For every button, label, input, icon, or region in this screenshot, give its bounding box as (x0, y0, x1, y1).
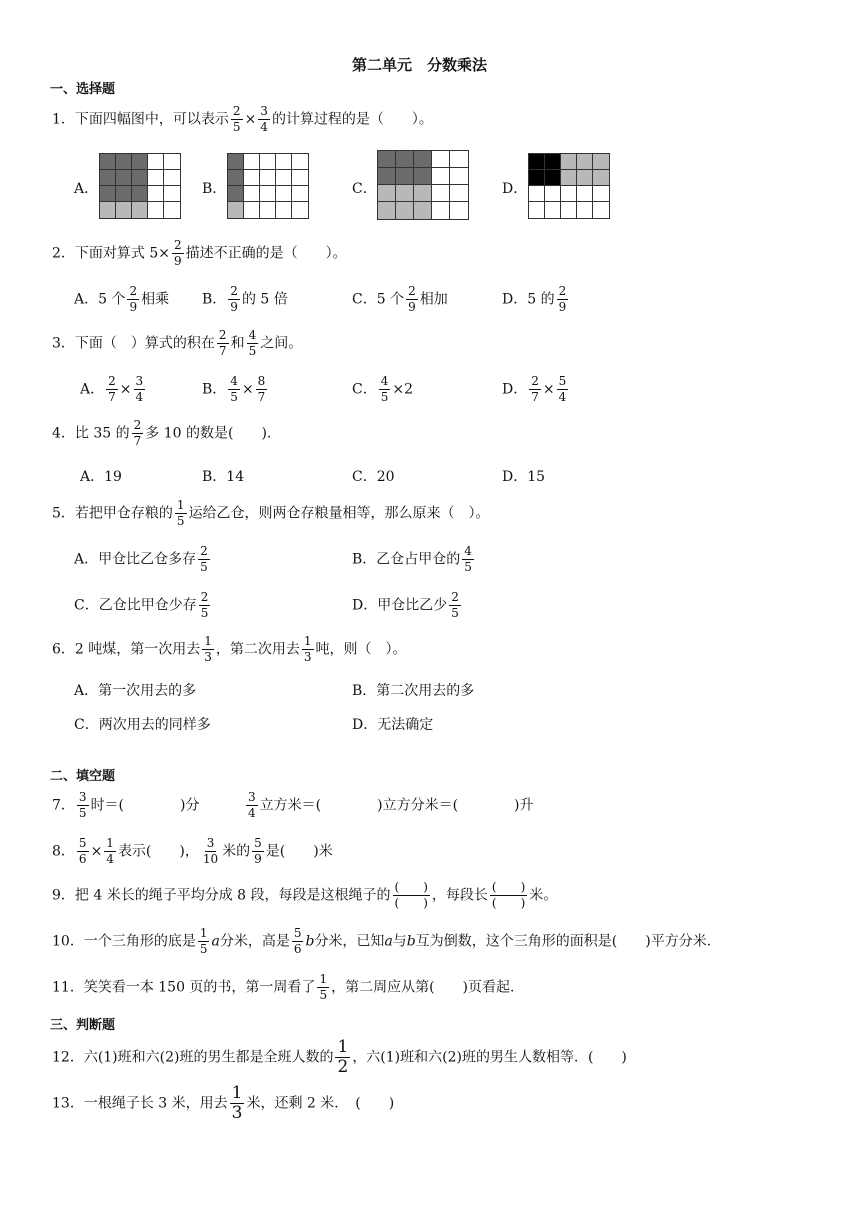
grid-cell (577, 186, 593, 202)
grid-cell (529, 186, 545, 202)
q3-option-a: A． $\frac{2}{7}$ × $\frac{3}{4}$ (80, 374, 144, 404)
q4-option-d: D．15 (502, 469, 546, 485)
q3-option-b: B． $\frac{4}{5}$ × $\frac{8}{7}$ (202, 374, 266, 404)
grid-cell (100, 202, 116, 218)
grid-cell (164, 170, 180, 186)
section-fill-heading: 二、填空题 (50, 769, 116, 784)
fraction: $\frac{3}{4}$ (260, 104, 268, 134)
grid-cell (414, 202, 432, 219)
grid-cell (561, 154, 577, 170)
grid-cell (450, 168, 468, 185)
grid-cell (529, 202, 545, 218)
grid-cell (276, 154, 292, 170)
grid-cell (244, 202, 260, 218)
grid-cell (378, 185, 396, 202)
question-11: 11．笑笑看一本 150 页的书，第一周看了 $\frac{1}{5}$ ，第二周应从第( )页看起. (52, 972, 515, 1002)
grid-cell (396, 168, 414, 185)
grid-cell (378, 151, 396, 168)
grid-cell (545, 154, 561, 170)
grid-cell (244, 170, 260, 186)
q1-option-a-label: A． (74, 181, 99, 197)
grid-cell (244, 186, 260, 202)
question-3: 3．下面（ ）算式的积在 $\frac{2}{7}$ 和 $\frac{4}{5}$ 之间。 (52, 328, 303, 358)
grid-cell (260, 202, 276, 218)
grid-cell (396, 185, 414, 202)
q1-text: 1．下面四幅图中，可以表示 (52, 111, 229, 128)
grid-cell (577, 202, 593, 218)
grid-cell (432, 202, 450, 219)
grid-cell (132, 186, 148, 202)
question-8: 8． $\frac{5}{6}$ × $\frac{1}{4}$ 表示( )， $\frac{3}{10}$ 米的 $\frac{5}{9}$ 是( )米 (52, 836, 333, 866)
grid-cell (414, 185, 432, 202)
grid-cell (228, 154, 244, 170)
grid-cell (132, 202, 148, 218)
q5-option-d: D．甲仓比乙少 $\frac{2}{5}$ (352, 590, 459, 620)
q1-option-c-label: C． (352, 181, 377, 197)
q1-grid-d (528, 153, 610, 219)
grid-cell (378, 202, 396, 219)
grid-cell (450, 202, 468, 219)
grid-cell (276, 202, 292, 218)
q4-option-c: C．20 (352, 469, 395, 485)
page-title: 第二单元 分数乘法 (352, 56, 488, 74)
grid-cell (432, 185, 450, 202)
q1-option-b-label: B． (202, 181, 227, 197)
question-7: 7． $\frac{3}{5}$ 时＝( )分 (52, 790, 200, 820)
question-2: 2．下面对算式 5× $\frac{2}{9}$ 描述不正确的是（ ）。 (52, 238, 347, 268)
grid-cell (228, 202, 244, 218)
grid-cell (228, 170, 244, 186)
question-5: 5．若把甲仓存粮的 $\frac{1}{5}$ 运给乙仓，则两仓存粮量相等，那么原来（ ）。 (52, 498, 490, 528)
q2-option-a: A．5 个 $\frac{2}{9}$ 相乘 (74, 284, 170, 314)
grid-cell (593, 186, 609, 202)
q6-option-d: D．无法确定 (352, 717, 434, 733)
grid-cell (164, 202, 180, 218)
q4-option-b: B．14 (202, 469, 245, 485)
q3-option-c: C． $\frac{4}{5}$ ×2 (352, 374, 413, 404)
grid-cell (116, 186, 132, 202)
q1-grid-b (227, 153, 309, 219)
grid-cell (378, 168, 396, 185)
grid-cell (450, 151, 468, 168)
grid-cell (164, 154, 180, 170)
grid-cell (545, 186, 561, 202)
grid-cell (276, 186, 292, 202)
answer-blank-fraction[interactable]: $\frac{( )}{( )}$ (394, 880, 428, 910)
q3-option-d: D． $\frac{2}{7}$ × $\frac{5}{4}$ (502, 374, 567, 404)
question-10: 10．一个三角形的底是 $\frac{1}{5}$ a分米，高是 $\frac{5}{6}$ b分米，已知a与b互为倒数，这个三角形的面积是( )平方分米. (52, 926, 712, 956)
q1-option-d-label: D． (502, 181, 528, 197)
section-choice-heading: 一、选择题 (50, 82, 116, 97)
grid-cell (292, 186, 308, 202)
grid-cell (148, 154, 164, 170)
grid-cell (396, 151, 414, 168)
question-9: 9．把 4 米长的绳子平均分成 8 段，每段是这根绳子的 $\frac{( )}{( )}$ ，每段长 $\frac{( )}{( )}$ 米。 (52, 880, 558, 910)
grid-cell (529, 154, 545, 170)
q5-option-a: A．甲仓比乙仓多存 $\frac{2}{5}$ (74, 544, 208, 574)
grid-cell (244, 154, 260, 170)
grid-cell (116, 154, 132, 170)
grid-cell (432, 168, 450, 185)
grid-cell (577, 154, 593, 170)
grid-cell (529, 170, 545, 186)
q2-option-d: D．5 的 $\frac{2}{9}$ (502, 284, 567, 314)
grid-cell (593, 170, 609, 186)
q4-option-a: A．19 (80, 469, 122, 485)
grid-cell (276, 170, 292, 186)
q5-option-c: C．乙仓比甲仓少存 $\frac{2}{5}$ (74, 590, 209, 620)
grid-cell (577, 170, 593, 186)
section-judge-heading: 三、判断题 (50, 1018, 116, 1033)
fraction: $\frac{2}{5}$ (232, 104, 241, 134)
grid-cell (132, 170, 148, 186)
question-13: 13．一根绳子长 3 米，用去 $\frac{1}{3}$ 米，还剩 2 米． ( ) (52, 1083, 395, 1123)
fraction: $\frac{2}{9}$ (174, 238, 182, 268)
grid-cell (148, 186, 164, 202)
grid-cell (292, 170, 308, 186)
grid-cell (414, 168, 432, 185)
grid-cell (292, 154, 308, 170)
grid-cell (450, 185, 468, 202)
grid-cell (116, 170, 132, 186)
q1-grid-a (99, 153, 181, 219)
grid-cell (260, 186, 276, 202)
grid-cell (545, 170, 561, 186)
question-7-part-2: $\frac{3}{4}$ 立方米＝( )立方分米＝( )升 (248, 790, 534, 820)
q2-option-c: C．5 个 $\frac{2}{9}$ 相加 (352, 284, 448, 314)
q5-option-b: B．乙仓占甲仓的 $\frac{4}{5}$ (352, 544, 472, 574)
grid-cell (593, 202, 609, 218)
grid-cell (561, 170, 577, 186)
grid-cell (100, 186, 116, 202)
grid-cell (593, 154, 609, 170)
grid-cell (116, 202, 132, 218)
q6-option-b: B．第二次用去的多 (352, 683, 475, 699)
grid-cell (148, 170, 164, 186)
grid-cell (228, 186, 244, 202)
question-1: 1．下面四幅图中，可以表示 $\frac{2}{5}$ × $\frac{3}{4}$ 的计算过程的是（ ）。 (52, 104, 433, 134)
grid-cell (148, 202, 164, 218)
grid-cell (396, 202, 414, 219)
question-12: 12．六(1)班和六(2)班的男生都是全班人数的 $\frac{1}{2}$ ，六(1)班和六(2)班的男生人数相等．( ) (52, 1037, 627, 1077)
grid-cell (561, 202, 577, 218)
answer-blank-fraction[interactable]: $\frac{( )}{( )}$ (491, 880, 526, 910)
grid-cell (432, 151, 450, 168)
grid-cell (100, 154, 116, 170)
q6-option-a: A．第一次用去的多 (74, 683, 197, 699)
grid-cell (260, 154, 276, 170)
grid-cell (292, 202, 308, 218)
grid-cell (100, 170, 116, 186)
q1-grid-c (377, 150, 469, 220)
question-6: 6．2 吨煤，第一次用去 $\frac{1}{3}$ ，第二次用去 $\frac{1}{3}$ 吨，则（ ）。 (52, 634, 407, 664)
grid-cell (260, 170, 276, 186)
grid-cell (164, 186, 180, 202)
grid-cell (132, 154, 148, 170)
q2-option-b: B． $\frac{2}{9}$ 的 5 倍 (202, 284, 288, 314)
grid-cell (561, 186, 577, 202)
question-4: 4．比 35 的 $\frac{2}{7}$ 多 10 的数是( ). (52, 418, 272, 448)
grid-cell (545, 202, 561, 218)
grid-cell (414, 151, 432, 168)
q6-option-c: C．两次用去的同样多 (74, 717, 211, 733)
